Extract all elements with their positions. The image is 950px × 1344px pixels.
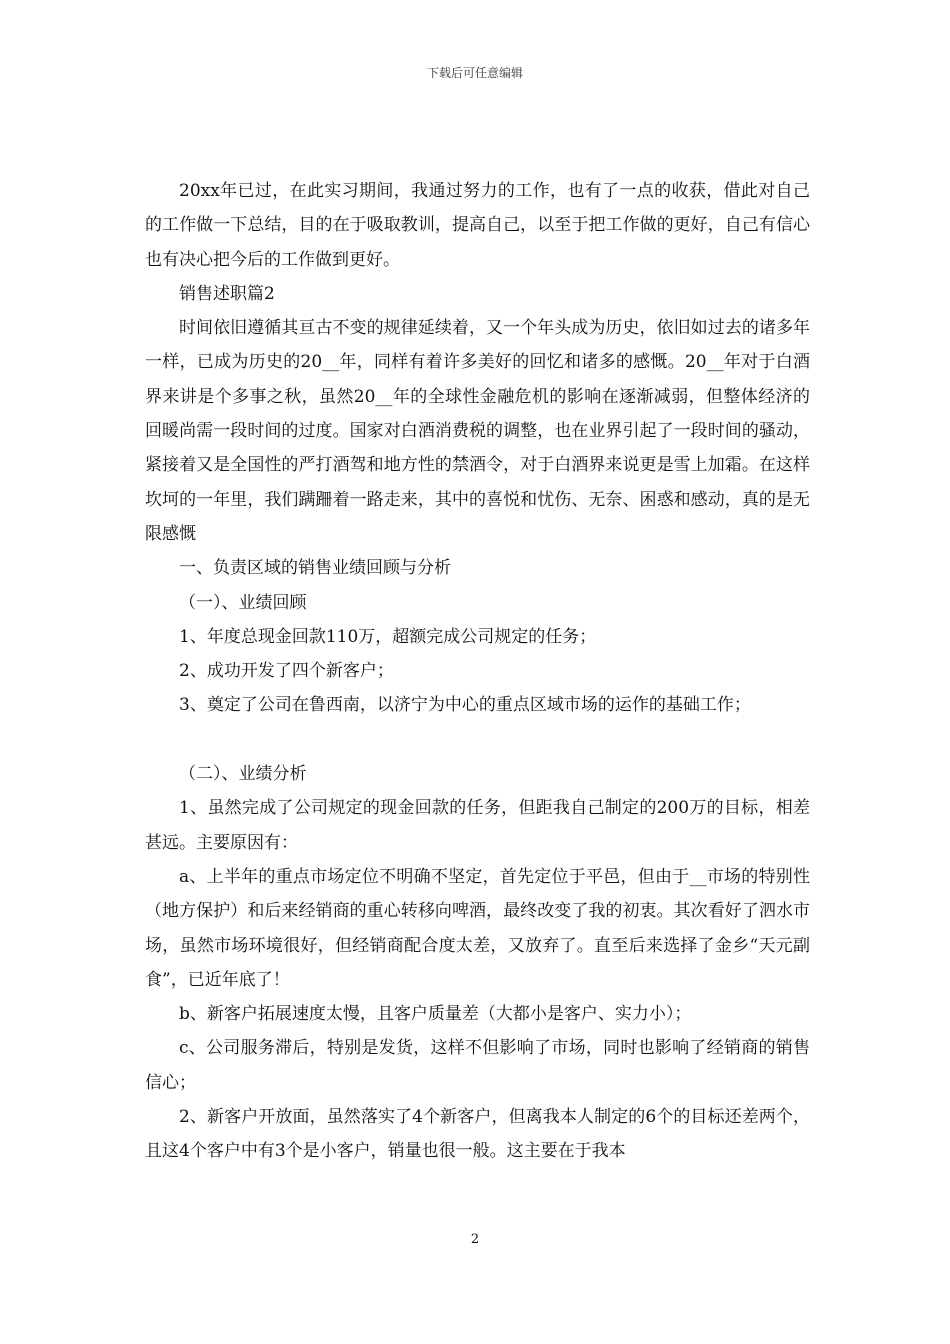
list-item: a、上半年的重点市场定位不明确不坚定，首先定位于平邑，但由于__市场的特别性（地方保护）和后来经销商的重心转移向啤酒，最终改变了我的初衷。其次看好了泗水市场，虽然市场环境很好，但经销商配合度太差，又放弃了。直至后来选择了金乡“天元副食”，已近年底了！ [145, 866, 810, 990]
section-title: 销售述职篇2 [179, 283, 275, 304]
blank-line [145, 723, 810, 757]
list-item: 2、成功开发了四个新客户； [179, 661, 394, 682]
heading-level-1: 一、负责区域的销售业绩回顾与分析 [179, 558, 451, 579]
list-item: 1、年度总现金回款110万，超额完成公司规定的任务； [179, 626, 597, 647]
page-header: 下载后可任意编辑 [426, 66, 523, 80]
paragraph-intro: 时间依旧遵循其亘古不变的规律延续着，又一个年头成为历史，依旧如过去的诸多年一样，已成为历史的20__年，同样有着许多美好的回忆和诸多的感慨。20__年对于白酒界来讲是个多事之秋，虽然20__年的全球性金融危机的影响在逐渐减弱，但整体经济的回暖尚需一段时间的过度。国家对白酒消费税的调整，也在业界引起了一段时间的骚动，紧接着又是全国性的严打酒驾和地方性的禁酒令，对于白酒界来说更是雪上加霜。在这样坎坷的一年里，我们蹒跚着一路走来，其中的喜悦和忧伤、无奈、困惑和感动，真的是无限感慨 [145, 318, 810, 544]
list-item: b、新客户拓展速度太慢，且客户质量差（大都小是客户、实力小）； [179, 1004, 692, 1025]
page-number: 2 [470, 1232, 480, 1247]
document-body [145, 174, 810, 1169]
list-item: 1、虽然完成了公司规定的现金回款的任务，但距我自己制定的200万的目标，相差甚远。主要原因有： [145, 798, 810, 853]
heading-performance-analysis: （二）、业绩分析 [179, 764, 307, 785]
heading-performance-review: （一）、业绩回顾 [179, 592, 307, 613]
list-item: 3、奠定了公司在鲁西南，以济宁为中心的重点区域市场的运作的基础工作； [179, 695, 751, 716]
paragraph-summary: 20xx年已过，在此实习期间，我通过努力的工作，也有了一点的收获，借此对自己的工作做一下总结，目的在于吸取教训，提高自己，以至于把工作做的更好，自己有信心也有决心把今后的工作做到更好。 [145, 181, 810, 270]
list-item: c、公司服务滞后，特别是发货，这样不但影响了市场，同时也影响了经销商的销售信心； [145, 1038, 810, 1093]
list-item: 2、新客户开放面，虽然落实了4个新客户，但离我本人制定的6个的目标还差两个，且这4个客户中有3个是小客户，销量也很一般。这主要在于我本 [145, 1107, 810, 1162]
